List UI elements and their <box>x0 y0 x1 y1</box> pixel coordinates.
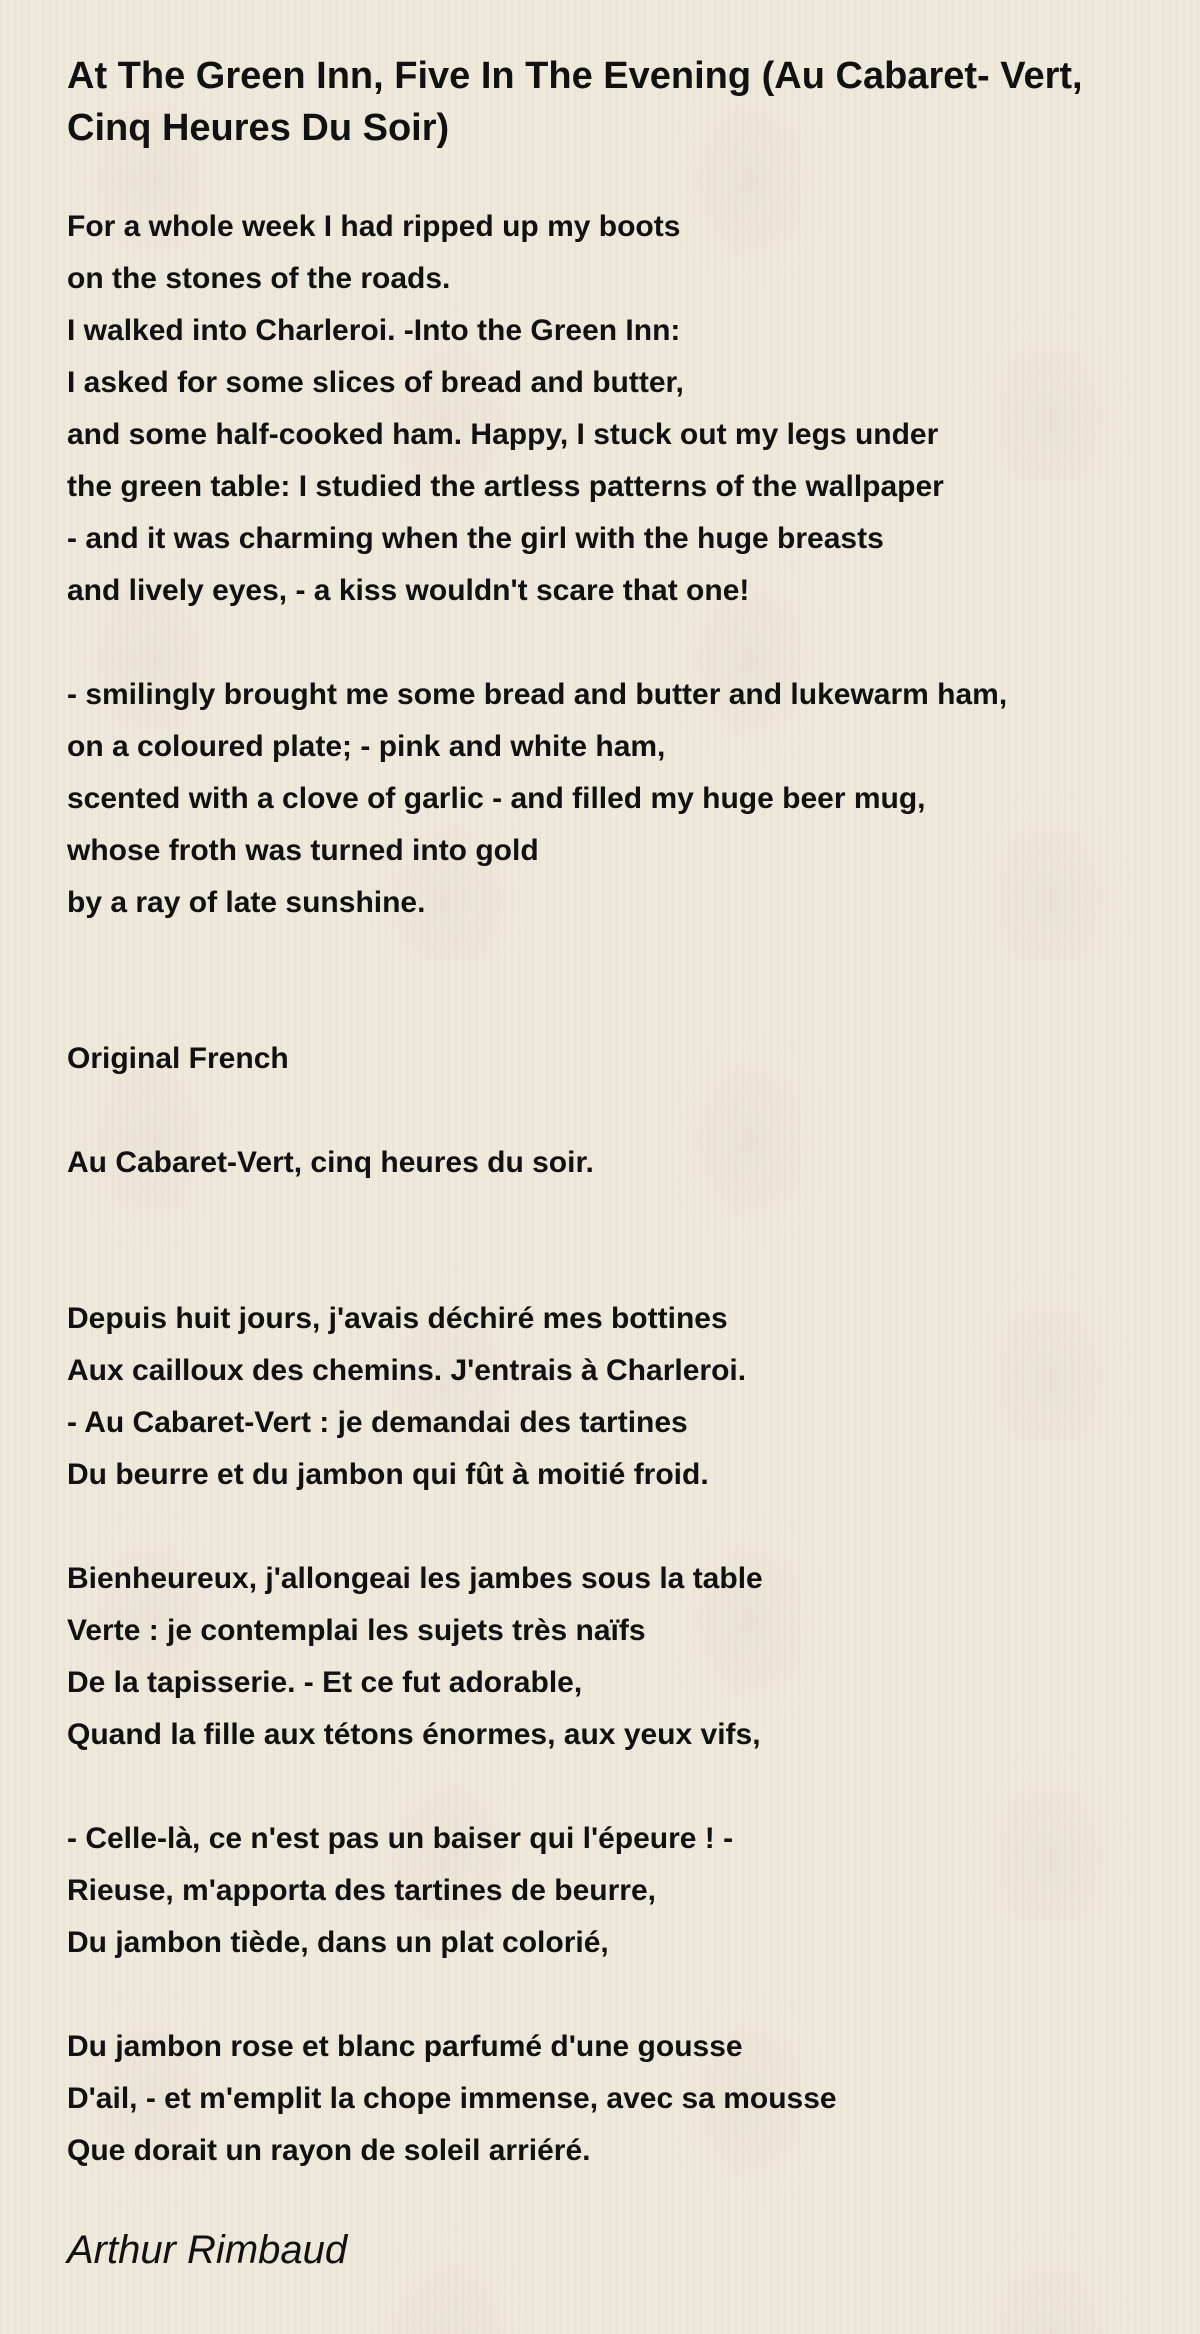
poem-line: - Celle-là, ce n'est pas un baiser qui l'épeure ! - <box>67 1822 734 1855</box>
stanza-break <box>67 1085 1177 1137</box>
poem-line: the green table: I studied the artless patterns of the wallpaper <box>67 470 944 503</box>
poem-line: scented with a clove of garlic - and filled my huge beer mug, <box>67 782 926 815</box>
stanza-break <box>67 1189 1177 1241</box>
poem-line: Aux cailloux des chemins. J'entrais à Charleroi. <box>67 1354 747 1387</box>
poem-line: De la tapisserie. - Et ce fut adorable, <box>67 1666 583 1699</box>
stanza-break <box>67 1241 1177 1293</box>
poem-line: Quand la fille aux tétons énormes, aux yeux vifs, <box>67 1718 761 1751</box>
stanza-break <box>67 1501 1177 1553</box>
poem-body <box>67 201 1177 2177</box>
poem-line: Que dorait un rayon de soleil arriéré. <box>67 2134 591 2167</box>
poem-line: For a whole week I had ripped up my boots <box>67 210 681 243</box>
poem-line: Du jambon tiède, dans un plat colorié, <box>67 1926 609 1959</box>
poem-title: At The Green Inn, Five In The Evening (Au Cabaret- Vert, Cinq Heures Du Soir) <box>67 55 1083 149</box>
stanza-break <box>67 981 1177 1033</box>
poem-line: Original French <box>67 1042 289 1075</box>
poem-line: on the stones of the roads. <box>67 262 451 295</box>
poem-line: by a ray of late sunshine. <box>67 886 426 919</box>
poem-line: on a coloured plate; - pink and white ham, <box>67 730 666 763</box>
poem-line: Verte : je contemplai les sujets très naïfs <box>67 1614 646 1647</box>
poem-line: Au Cabaret-Vert, cinq heures du soir. <box>67 1146 594 1179</box>
poem-line: Rieuse, m'apporta des tartines de beurre, <box>67 1874 656 1907</box>
stanza-break <box>67 617 1177 669</box>
poem-line: D'ail, - et m'emplit la chope immense, avec sa mousse <box>67 2082 837 2115</box>
poem-author: Arthur Rimbaud <box>67 2228 348 2272</box>
poem-line: - and it was charming when the girl with the huge breasts <box>67 522 884 555</box>
poem-line: and lively eyes, - a kiss wouldn't scare that one! <box>67 574 750 607</box>
stanza-break <box>67 1969 1177 2021</box>
poem-line: I asked for some slices of bread and butter, <box>67 366 684 399</box>
poem-line: Bienheureux, j'allongeai les jambes sous la table <box>67 1562 763 1595</box>
poem-line: - Au Cabaret-Vert : je demandai des tartines <box>67 1406 688 1439</box>
stanza-break <box>67 929 1177 981</box>
poem-line: Du beurre et du jambon qui fût à moitié froid. <box>67 1458 709 1491</box>
poem-line: whose froth was turned into gold <box>67 834 539 867</box>
poem-line: I walked into Charleroi. -Into the Green Inn: <box>67 314 681 347</box>
poem-line: Du jambon rose et blanc parfumé d'une gousse <box>67 2030 743 2063</box>
stanza-break <box>67 1761 1177 1813</box>
poem-line: and some half-cooked ham. Happy, I stuck out my legs under <box>67 418 939 451</box>
poem-line: - smilingly brought me some bread and butter and lukewarm ham, <box>67 678 1008 711</box>
poem-line: Depuis huit jours, j'avais déchiré mes bottines <box>67 1302 728 1335</box>
